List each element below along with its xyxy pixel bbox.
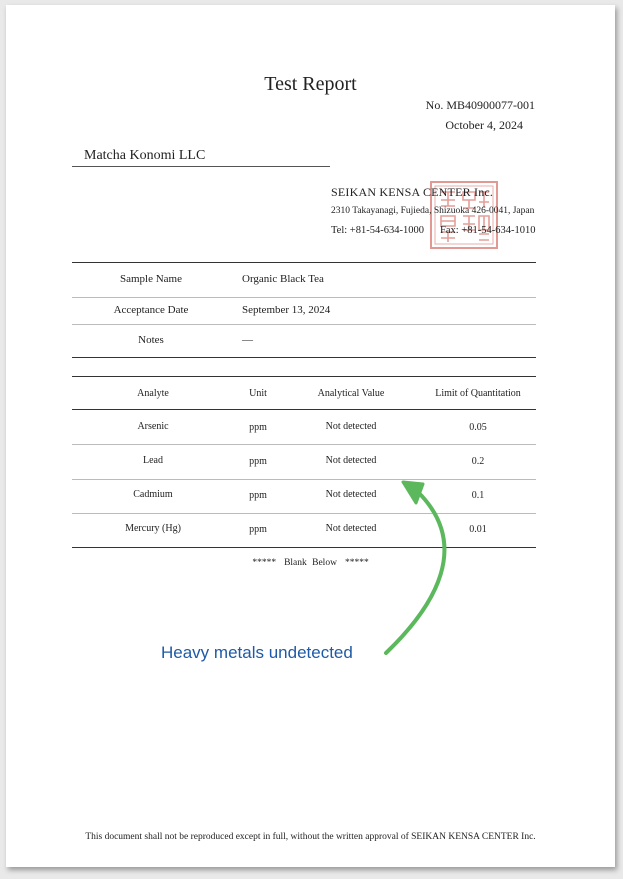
issuer-address: 2310 Takayanagi, Fujieda, Shizuoka 426-0041, Japan bbox=[331, 206, 535, 216]
analyte-cell: Cadmium bbox=[133, 489, 173, 500]
loq-cell: 0.01 bbox=[469, 524, 487, 535]
notes-label: Notes bbox=[138, 334, 164, 346]
sample-name-label: Sample Name bbox=[119, 273, 182, 285]
unit-cell: ppm bbox=[249, 490, 267, 501]
analyte-cell: Lead bbox=[143, 455, 163, 466]
unit-cell: ppm bbox=[249, 456, 267, 467]
unit-cell: ppm bbox=[249, 422, 267, 433]
analyte-cell: Mercury (Hg) bbox=[125, 523, 181, 534]
footer-disclaimer: This document shall not be reproduced except in full, without the written approval of SEIKAN KENSA CENTER Inc. bbox=[85, 832, 536, 842]
blank-below-stars-right: ***** bbox=[344, 558, 369, 568]
report-title: Test Report bbox=[264, 73, 357, 95]
loq-cell: 0.05 bbox=[469, 422, 487, 433]
blank-below-text: Blank Below bbox=[284, 558, 337, 568]
client-name: Matcha Konomi LLC bbox=[84, 148, 206, 163]
notes-value: — bbox=[242, 334, 253, 346]
issuer-tel: Tel: +81-54-634-1000 bbox=[331, 225, 424, 236]
blank-below-stars-left: ***** bbox=[252, 558, 277, 568]
loq-cell: 0.2 bbox=[471, 456, 485, 467]
value-cell: Not detected bbox=[325, 489, 377, 500]
header-unit: Unit bbox=[249, 388, 267, 399]
value-cell: Not detected bbox=[325, 523, 377, 534]
sample-name-value: Organic Black Tea bbox=[242, 273, 324, 285]
annotation-text: Heavy metals undetected bbox=[161, 643, 353, 662]
loq-cell: 0.1 bbox=[471, 490, 485, 501]
unit-cell: ppm bbox=[249, 524, 267, 535]
report-date: October 4, 2024 bbox=[445, 118, 523, 132]
report-page bbox=[6, 5, 615, 867]
header-limit-of-quantitation: Limit of Quantitation bbox=[435, 388, 521, 399]
annotation-arrow-icon bbox=[6, 5, 615, 867]
acceptance-date-label: Acceptance Date bbox=[113, 304, 189, 316]
value-cell: Not detected bbox=[325, 421, 377, 432]
acceptance-date-value: September 13, 2024 bbox=[242, 304, 331, 316]
analyte-cell: Arsenic bbox=[137, 421, 169, 432]
header-analyte: Analyte bbox=[137, 388, 169, 399]
report-number: No. MB40900077-001 bbox=[425, 98, 535, 112]
value-cell: Not detected bbox=[325, 455, 377, 466]
issuer-name: SEIKAN KENSA CENTER Inc. bbox=[331, 185, 494, 199]
issuer-fax: Fax: +81-54-634-1010 bbox=[440, 225, 536, 236]
header-analytical-value: Analytical Value bbox=[317, 388, 385, 399]
